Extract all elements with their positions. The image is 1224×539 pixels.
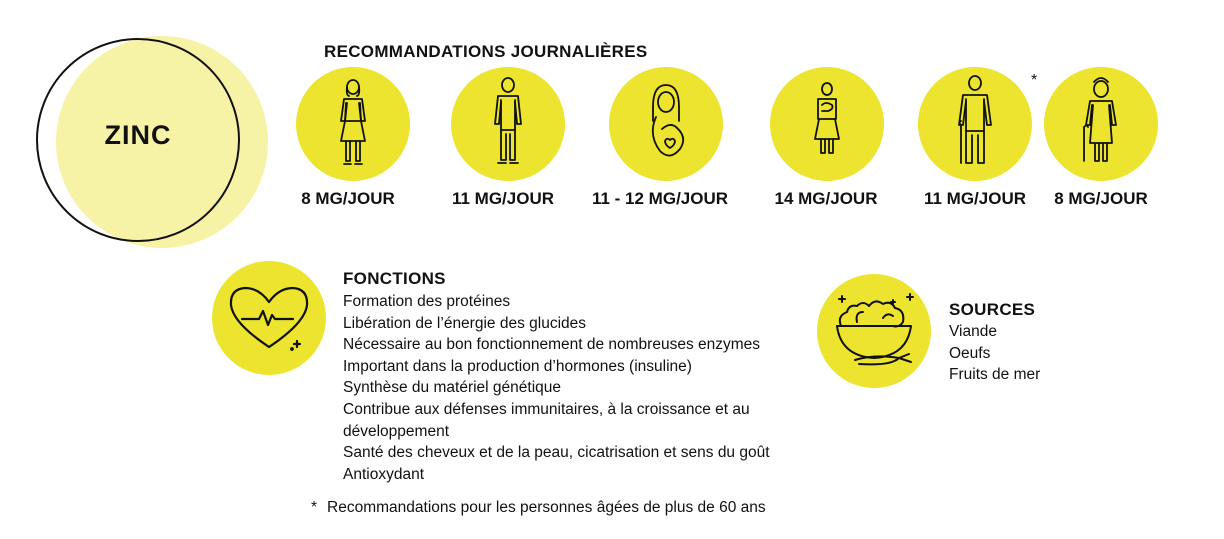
- sources-title: SOURCES: [949, 300, 1036, 319]
- dose-man: 11 MG/JOUR: [451, 189, 555, 208]
- function-item: Libération de l’énergie des glucides: [343, 314, 586, 332]
- elderly-man-icon: [918, 67, 1032, 181]
- source-item: Viande: [949, 323, 997, 340]
- footnote-asterisk: *: [311, 499, 318, 516]
- nutrient-name: ZINC: [104, 120, 172, 150]
- function-item: développement: [343, 422, 449, 440]
- function-item: Antioxydant: [343, 465, 424, 483]
- source-item: Fruits de mer: [949, 366, 1041, 384]
- function-item: Contribue aux défenses immunitaires, à la croissance et au: [343, 400, 750, 418]
- footnote-text: Recommandations pour les personnes âgées de plus de 60 ans: [327, 499, 766, 516]
- dose-woman: 8 MG/JOUR: [301, 189, 395, 208]
- man-icon: [451, 67, 565, 181]
- dose-elderly-man: 11 MG/JOUR: [923, 189, 1027, 208]
- pregnant-woman-icon: [609, 67, 723, 181]
- dose-pregnant-woman: 11 - 12 MG/JOUR: [591, 189, 729, 208]
- functions-list: [343, 291, 783, 485]
- sources-list: [949, 321, 1040, 386]
- function-item: Synthèse du matériel génétique: [343, 379, 562, 397]
- vegetable-bowl-icon: [817, 274, 931, 388]
- breastfeeding-woman-icon: [770, 67, 884, 181]
- functions-title: FONCTIONS: [343, 269, 446, 288]
- recommendations-title: RECOMMANDATIONS JOURNALIÈRES: [324, 42, 648, 61]
- function-item: Santé des cheveux et de la peau, cicatrisation et sens du goût: [343, 444, 770, 462]
- elderly-asterisk: *: [1031, 72, 1038, 89]
- function-item: Nécessaire au bon fonctionnement de nombreuses enzymes: [343, 336, 761, 354]
- footnote: [311, 499, 766, 517]
- dose-breastfeeding-woman: 14 MG/JOUR: [774, 189, 878, 208]
- function-item: Formation des protéines: [343, 293, 511, 310]
- source-item: Oeufs: [949, 344, 991, 362]
- heart-pulse-icon: [212, 261, 326, 375]
- woman-icon: [296, 67, 410, 181]
- elderly-woman-icon: [1044, 67, 1158, 181]
- dose-elderly-woman: 8 MG/JOUR: [1054, 189, 1148, 208]
- function-item: Important dans la production d’hormones (insuline): [343, 357, 692, 375]
